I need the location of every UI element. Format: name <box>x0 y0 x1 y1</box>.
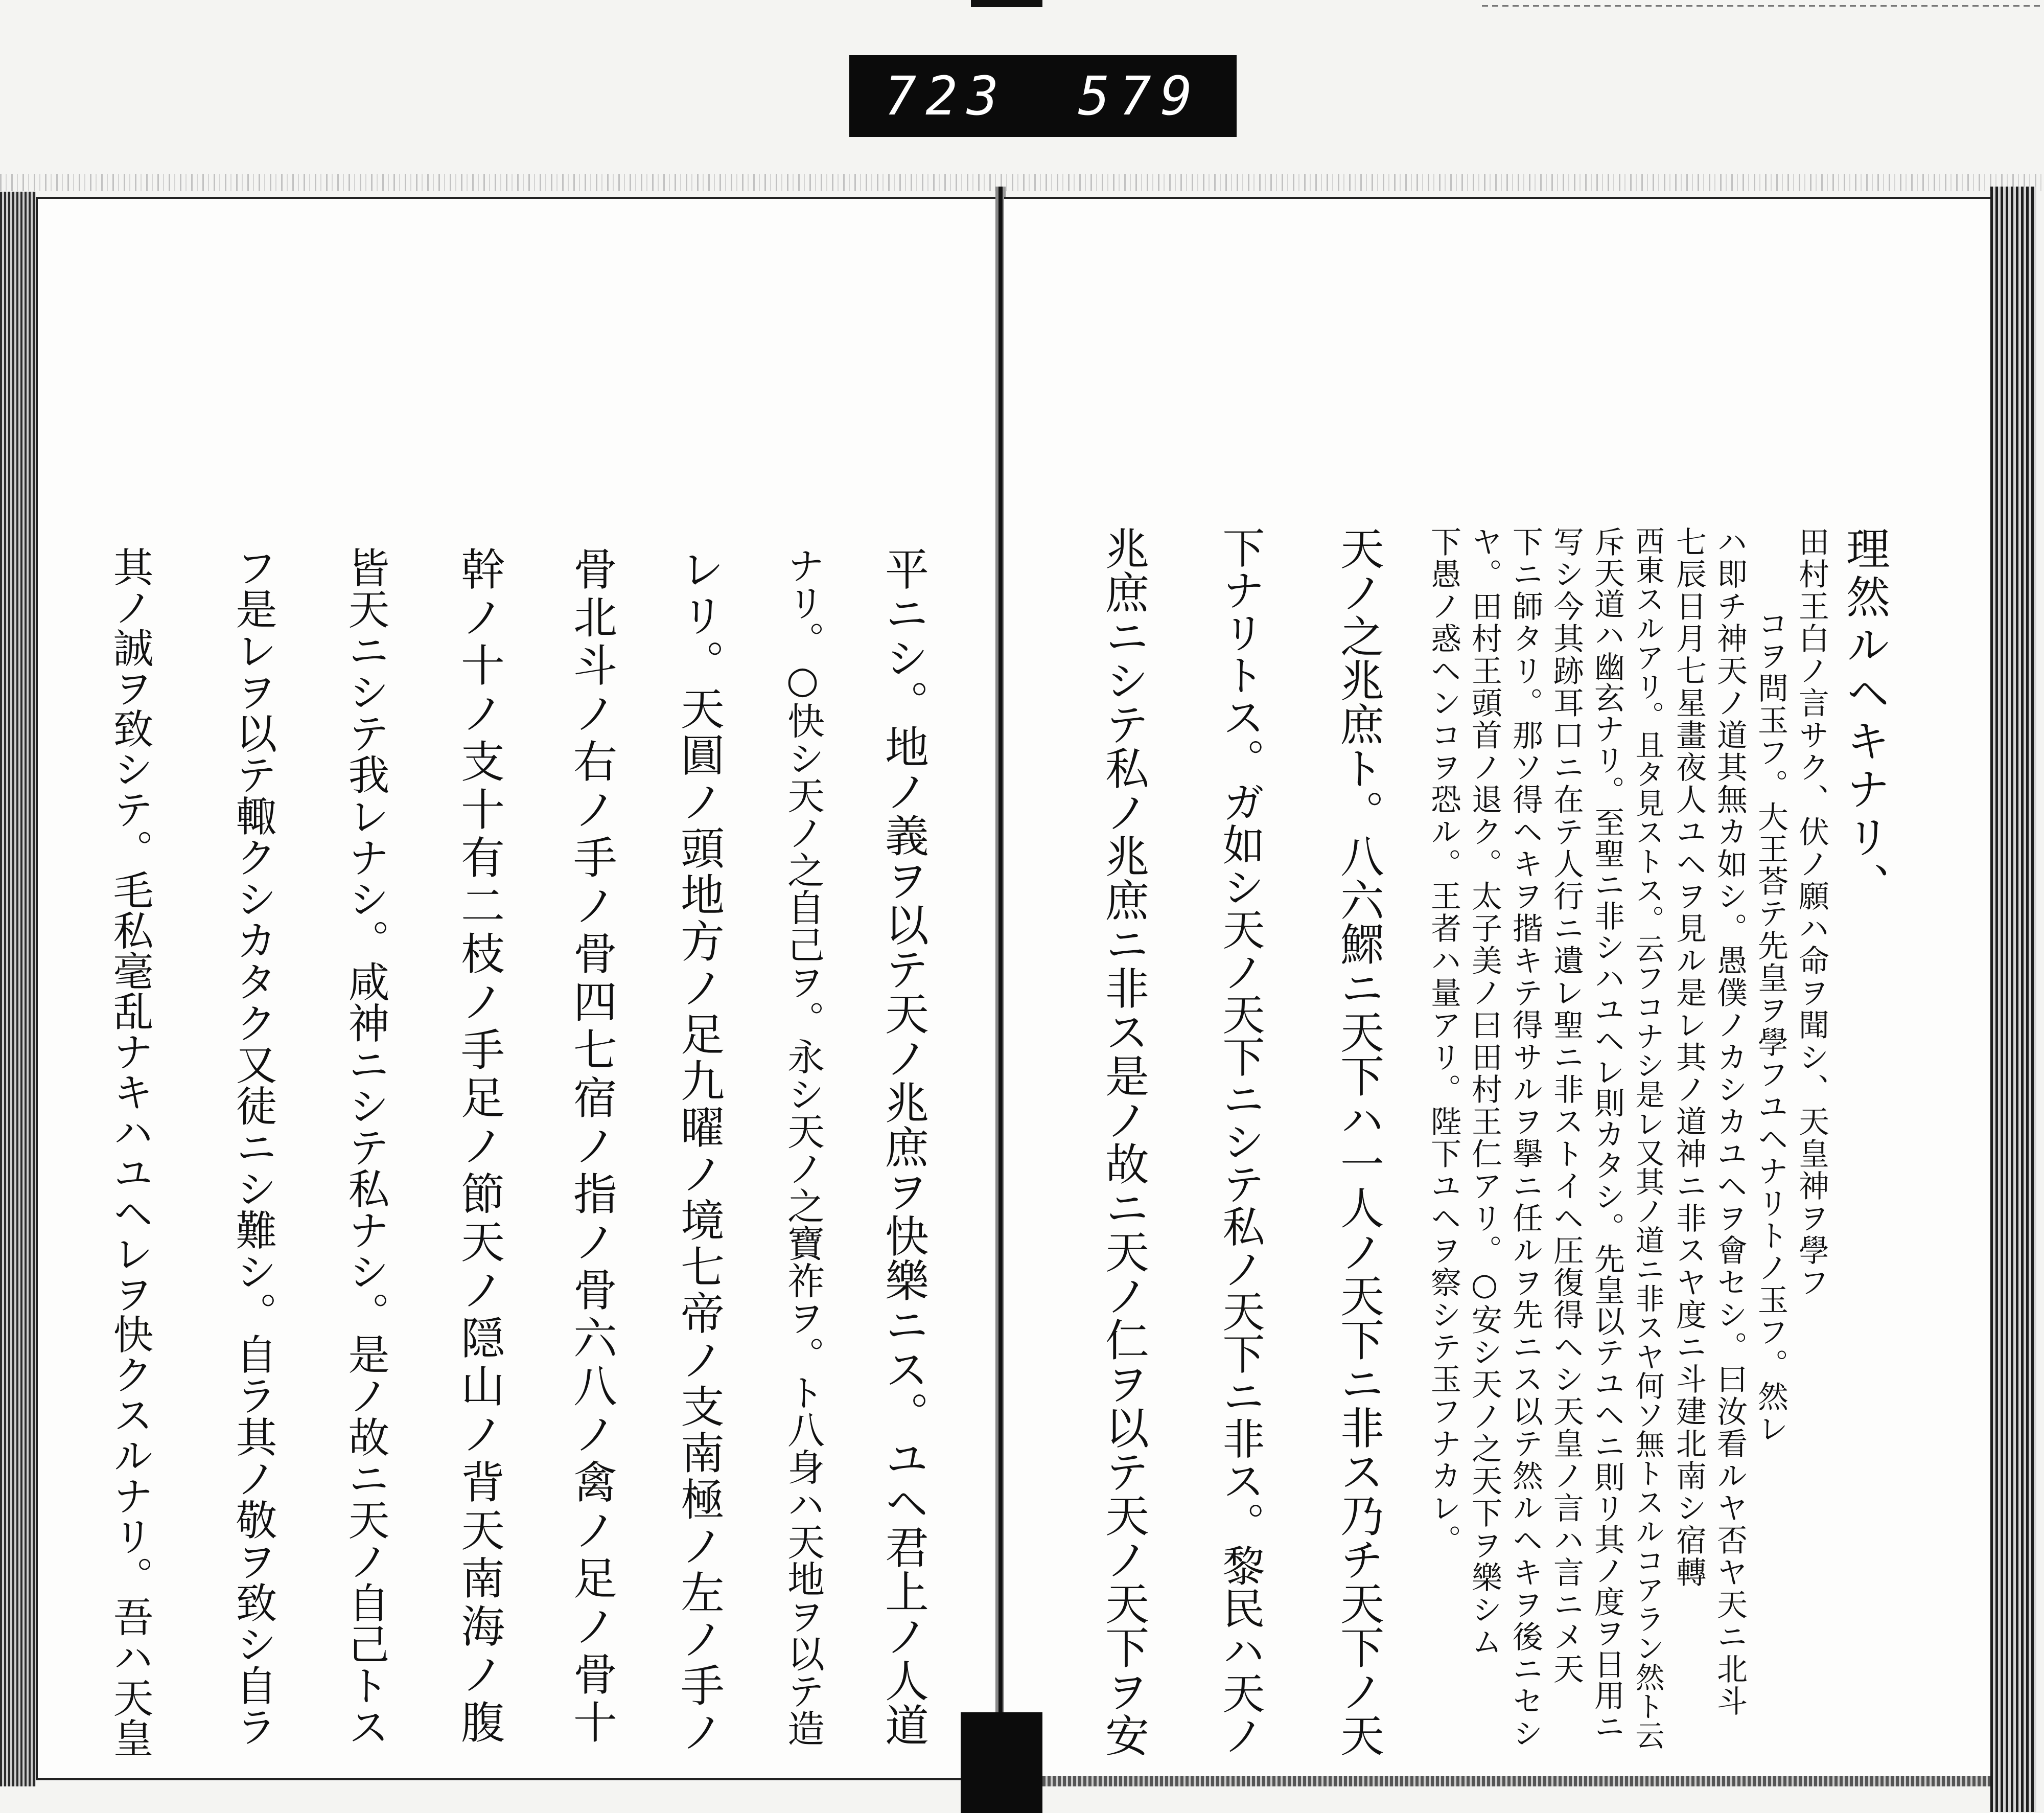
right-col-5: 七辰日月七星畫夜人ユヘヲ見ル是レ其ノ道神ニ非スヤ度ニ斗建北南シ宿轉 <box>1671 526 1707 1589</box>
open-book <box>0 187 2044 1813</box>
right-col-11: 下愚ノ惑ヘンコヲ恐ル。王者ハ量アリ。陛下ユヘヲ察シテ玉フナカレ。 <box>1426 526 1461 1556</box>
left-col-5: 幹ノ十ノ支十有二枝ノ手足ノ節天ノ隠山ノ背天南海ノ腹 <box>453 546 504 1748</box>
scanner-top-rule <box>1482 5 2044 7</box>
right-col-7: 斥天道ハ幽玄ナリ。至聖ニ非シハユヘレ則カタシ。先皇以テユヘニ則リ其ノ度ヲ日用ニ <box>1589 526 1625 1742</box>
right-col-10: ヤ。田村王頭首ノ退ク。太子美ノ曰田村王仁アリ。○安シ天ノ之天下ヲ樂シム <box>1467 526 1502 1658</box>
left-col-2: ナリ。○快シ天ノ之自己ヲ。永シ天ノ之寶祚ヲ。ト八身ハ天地ヲ以テ造 <box>781 546 824 1747</box>
left-col-4: 骨北斗ノ右ノ手ノ骨四七宿ノ指ノ骨六八ノ禽ノ足ノ骨十 <box>566 546 617 1748</box>
left-page <box>36 197 998 1780</box>
right-col-13: 下ナリトス。ガ如シ天ノ天下ニシテ私ノ天下ニ非ス。黎民ハ天ノ <box>1215 526 1265 1756</box>
left-col-6: 皆天ニシテ我レナシ。咸神ニシテ私ナシ。是ノ故ニ天ノ自己トス <box>341 546 389 1747</box>
spine-clip <box>961 1712 1042 1813</box>
right-col-2: 田村王白ノ言サク、伏ノ願ハ命ヲ聞シ、天皇神ヲ學フ <box>1794 526 1829 1299</box>
right-col-4: ハ即チ神天ノ道其無カ如シ。愚僕ノカシカユヘヲ會セシ。曰汝看ルヤ否ヤ天ニ北斗 <box>1712 526 1748 1717</box>
frame-number-right: 579 <box>1078 65 1202 127</box>
left-col-1: 平ニシ。地ノ義ヲ以テ天ノ兆庶ヲ快樂ニス。ユヘ君上ノ人道 <box>877 546 928 1747</box>
left-page-stack-edge <box>0 192 36 1786</box>
left-col-7: フ是レヲ以テ輙クシカタク又徒ニシ難シ。自ラ其ノ敬ヲ致シ自ラ <box>229 546 277 1747</box>
left-col-8: 其ノ誠ヲ致シテ。毛私毫乱ナキハユヘレヲ快クスルナリ。吾ハ天皇 <box>106 546 153 1758</box>
right-col-3: コヲ問玉フ。大王荅テ先皇ヲ學フユヘナリトノ玉フ。然レ <box>1753 608 1788 1445</box>
right-col-9: 下ニ師タリ。那ソ得ヘキヲ揩キテ得サルヲ擧ニ任ルヲ先ニス以テ然ルヘキヲ後ニセシ <box>1507 526 1543 1750</box>
right-col-1: 理然ルヘキナリ、 <box>1839 526 1890 910</box>
frame-number-left: 723 <box>884 65 1008 127</box>
right-page-stack-edge <box>1990 187 2036 1812</box>
right-col-12: 天ノ之兆庶ト。八六鰥ニ天下ハ一人ノ天下ニ非ス乃チ天下ノ天 <box>1333 526 1384 1757</box>
right-col-6: 西東スルアリ。且タ見ストス。云フコナシ是レ又其ノ道ニ非スヤ何ソ無トスルコアラン然ト云 <box>1631 526 1664 1750</box>
scanner-top-tab <box>971 0 1042 7</box>
left-col-3: レリ。天圓ノ頭地方ノ足九曜ノ境七帝ノ支南極ノ左ノ手ノ <box>673 546 724 1756</box>
page-bottom-edge <box>1042 1776 1990 1786</box>
right-col-14: 兆庶ニシテ私ノ兆庶ニ非ス是ノ故ニ天ノ仁ヲ以テ天ノ天下ヲ安 <box>1098 526 1149 1757</box>
microfilm-frame-label <box>849 55 1237 137</box>
right-page <box>1004 197 1992 1780</box>
right-col-8: 写シ今其跡耳口ニ在テ人行ニ遺レ聖ニ非ストイヘ圧復得ヘシ天皇ノ言ハ言ニメ天 <box>1548 526 1584 1685</box>
